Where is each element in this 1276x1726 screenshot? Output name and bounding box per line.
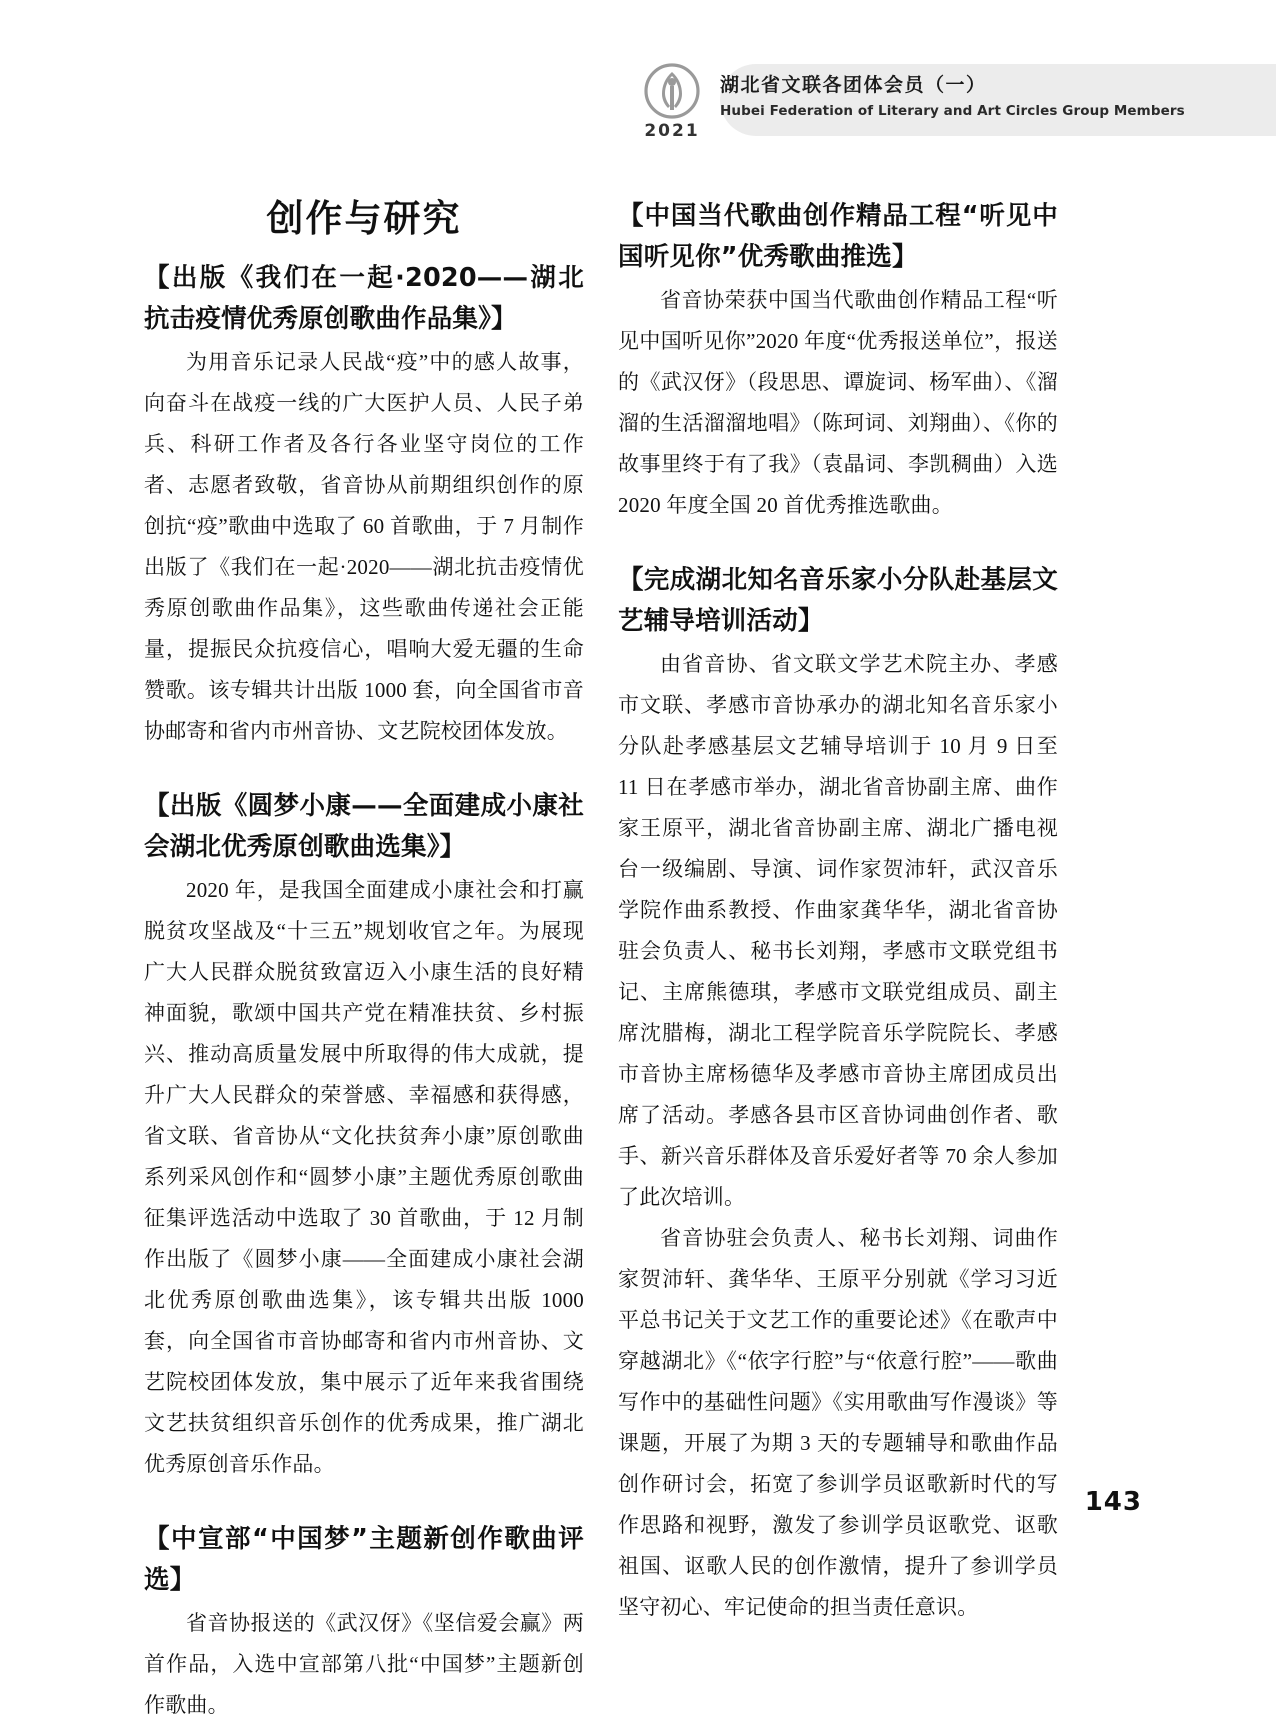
page-title: 创作与研究 bbox=[266, 197, 462, 240]
section-paragraph: 省音协报送的《武汉伢》《坚信爱会赢》两首作品，入选中宣部第八批“中国梦”主题新创作歌曲。 bbox=[144, 1611, 584, 1717]
circular-emblem-icon bbox=[643, 62, 701, 120]
left-column bbox=[144, 196, 584, 1726]
section-paragraph: 省音协荣获中国当代歌曲创作精品工程“听见中国听见你”2020 年度“优秀报送单位”，报送的《武汉伢》（段思思、谭旋词、杨军曲）、《溜溜的生活溜溜地唱》（陈珂词、刘翔曲）、《你的故事里终于有了我》（袁晶词、李凯稠曲）入选 2020 年度全国 20 首优秀推选歌曲。 bbox=[618, 288, 1058, 517]
section-paragraph: 2020 年，是我国全面建成小康社会和打赢脱贫攻坚战及“十三五”规划收官之年。为展现广大人民群众脱贫致富迈入小康生活的良好精神面貌，歌颂中国共产党在精准扶贫、乡村振兴、推动高质量发展中所取得的伟大成就，提升广大人民群众的荣誉感、幸福感和获得感，省文联、省音协从“文化扶贫奔小康”原创歌曲系列采风创作和“圆梦小康”主题优秀原创歌曲征集评选活动中选取了 30 首歌曲，于 12 月制作出版了《圆梦小康——全面建成小康社会湖北优秀原创歌曲选集》，该专辑共出版 1000 套，向全国省市音协邮寄和省内市州音协、文艺院校团体发放，集中展示了近年来我省围绕文艺扶贫组织音乐创作的优秀成果，推广湖北优秀原创音乐作品。 bbox=[144, 878, 584, 1476]
section-heading-publication-dream-xiaokang: 【出版《圆梦小康——全面建成小康社会湖北优秀原创歌曲选集》】 bbox=[144, 791, 584, 862]
banner-title-chinese: 湖北省文联各团体会员（一） bbox=[720, 74, 987, 96]
page-number: 143 bbox=[1084, 1487, 1142, 1517]
section-heading-china-dream-song-selection: 【中宣部“中国梦”主题新创作歌曲评选】 bbox=[144, 1524, 584, 1595]
section-heading-hear-china-hear-you: 【中国当代歌曲创作精品工程“听见中国听见你”优秀歌曲推选】 bbox=[618, 201, 1058, 272]
section-paragraph: 由省音协、省文联文学艺术院主办、孝感市文联、孝感市音协承办的湖北知名音乐家小分队赴孝感基层文艺辅导培训于 10 月 9 日至 11 日在孝感市举办，湖北省音协副主席、曲作家王原平，湖北省音协副主席、湖北广播电视台一级编剧、导演、词作家贺沛轩，武汉音乐学院作曲系教授、作曲家龚华华，湖北省音协驻会负责人、秘书长刘翔，孝感市文联党组书记、主席熊德琪，孝感市文联党组成员、副主席沈腊梅，湖北工程学院音乐学院院长、孝感市音协主席杨德华及孝感市音协主席团成员出席了活动。孝感各县市区音协词曲创作者、歌手、新兴音乐群体及音乐爱好者等 70 余人参加了此次培训。 bbox=[618, 652, 1058, 1209]
section-paragraph: 为用音乐记录人民战“疫”中的感人故事，向奋斗在战疫一线的广大医护人员、人民子弟兵、科研工作者及各行各业坚守岗位的工作者、志愿者致敬，省音协从前期组织创作的原创抗“疫”歌曲中选取了 60 首歌曲，于 7 月制作出版了《我们在一起·2020——湖北抗击疫情优秀原创歌曲作品集》，这些歌曲传递社会正能量，提振民众抗疫信心，唱响大爱无疆的生命赞歌。该专辑共计出版 1000 套，向全国省市音协邮寄和省内市州音协、文艺院校团体发放。 bbox=[144, 350, 584, 743]
header-logo bbox=[627, 62, 717, 141]
section-heading-publication-together-2020: 【出版《我们在一起·2020——湖北抗击疫情优秀原创歌曲作品集》】 bbox=[144, 263, 584, 334]
emblem-svg bbox=[643, 62, 701, 120]
page-header bbox=[0, 64, 1276, 140]
banner-title-english: Hubei Federation of Literary and Art Circles Group Members bbox=[720, 103, 1185, 119]
section-heading-musician-team-training: 【完成湖北知名音乐家小分队赴基层文艺辅导培训活动】 bbox=[618, 565, 1058, 636]
header-banner-text bbox=[720, 70, 1185, 122]
section-paragraph: 省音协驻会负责人、秘书长刘翔、词曲作家贺沛轩、龚华华、王原平分别就《学习习近平总书记关于文艺工作的重要论述》《在歌声中穿越湖北》《“依字行腔”与“依意行腔”——歌曲写作中的基础性问题》《实用歌曲写作漫谈》等课题，开展了为期 3 天的专题辅导和歌曲作品创作研讨会，拓宽了参训学员讴歌新时代的写作思路和视野，激发了参训学员讴歌党、讴歌祖国、讴歌人民的创作激情，提升了参训学员坚守初心、牢记使命的担当责任意识。 bbox=[618, 1226, 1058, 1619]
logo-year-label: 2021 bbox=[644, 121, 700, 141]
right-column bbox=[618, 196, 1058, 1628]
